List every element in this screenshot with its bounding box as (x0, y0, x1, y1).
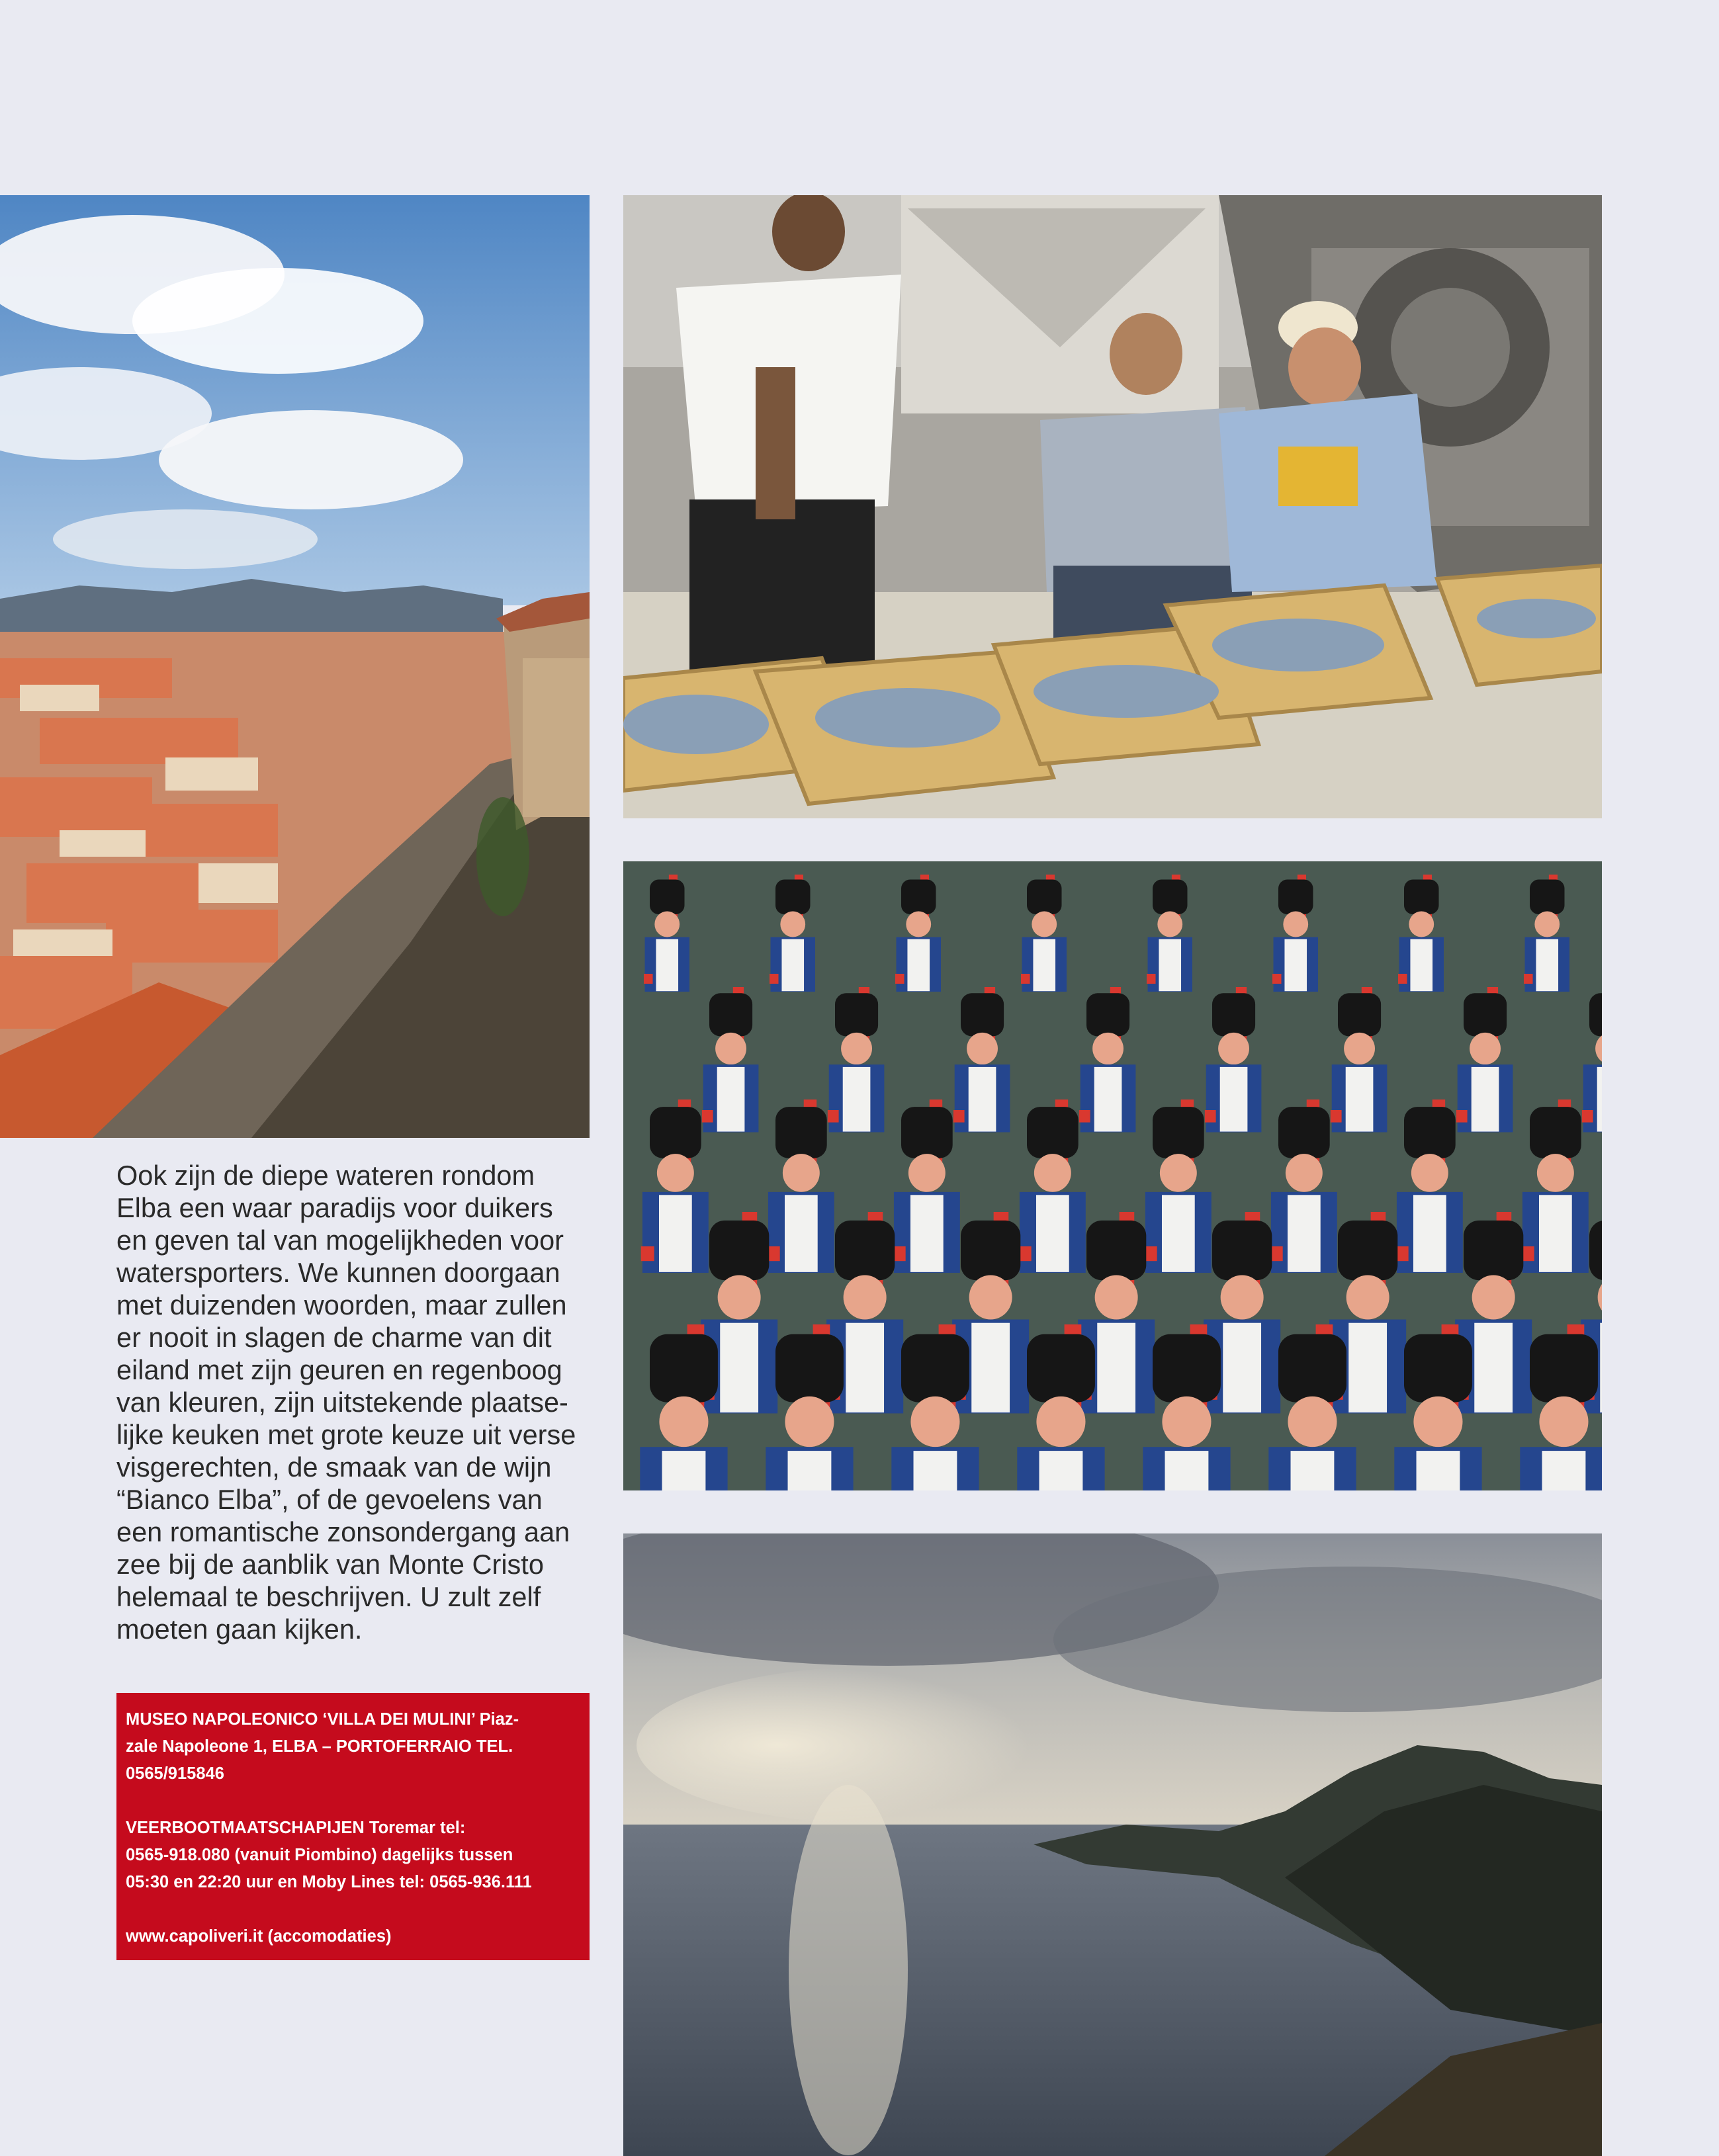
paragraph-line: een romantische zonsondergang aan (116, 1516, 570, 1547)
photo-fishermen (623, 195, 1602, 818)
paragraph-line: helemaal te beschrijven. U zult zelf (116, 1581, 541, 1612)
info-museum (126, 1706, 582, 1788)
article-paragraph (116, 1159, 590, 1645)
paragraph-line: eiland met zijn geuren en regenboog (116, 1354, 562, 1385)
paragraph-line: en geven tal van mogelijkheden voor (116, 1225, 564, 1256)
info-museum-line: MUSEO NAPOLEONICO ‘VILLA DEI MULINI’ Piaz- (126, 1710, 519, 1729)
paragraph-line: Ook zijn de diepe wateren rondom (116, 1160, 535, 1191)
paragraph-line: van kleuren, zijn uitstekende plaatse- (116, 1387, 568, 1418)
paragraph-line: zee bij de aanblik van Monte Cristo (116, 1549, 544, 1580)
info-box (116, 1693, 590, 1960)
paragraph-line: visgerechten, de smaak van de wijn (116, 1451, 552, 1483)
paragraph-line: “Bianco Elba”, of de gevoelens van (116, 1484, 543, 1515)
info-ferry-line: 05:30 en 22:20 uur en Moby Lines tel: 0565-936.111 (126, 1873, 532, 1891)
paragraph-line: lijke keuken met grote keuze uit verse (116, 1419, 576, 1450)
info-museum-line: 0565/915846 (126, 1764, 224, 1783)
photo-toy-soldiers (623, 861, 1602, 1490)
info-museum-line: zale Napoleone 1, ELBA – PORTOFERRAIO TEL. (126, 1737, 513, 1756)
photo-sunset-sea (623, 1533, 1602, 2156)
paragraph-line: er nooit in slagen de charme van dit (116, 1322, 552, 1353)
paragraph-line: Elba een waar paradijs voor duikers (116, 1192, 553, 1223)
paragraph-line: met duizenden woorden, maar zullen (116, 1289, 567, 1320)
info-website-link[interactable]: www.capoliveri.it (accomodaties) (126, 1927, 392, 1946)
info-ferry (126, 1815, 582, 1896)
paragraph-line: watersporters. We kunnen doorgaan (116, 1257, 560, 1288)
photo-town-view (0, 195, 590, 1138)
info-ferry-line: VEERBOOTMAATSCHAPIJEN Toremar tel: (126, 1819, 466, 1837)
info-ferry-line: 0565-918.080 (vanuit Piombino) dagelijks tussen (126, 1846, 513, 1864)
paragraph-line: moeten gaan kijken. (116, 1614, 363, 1645)
info-website[interactable] (126, 1923, 582, 1950)
